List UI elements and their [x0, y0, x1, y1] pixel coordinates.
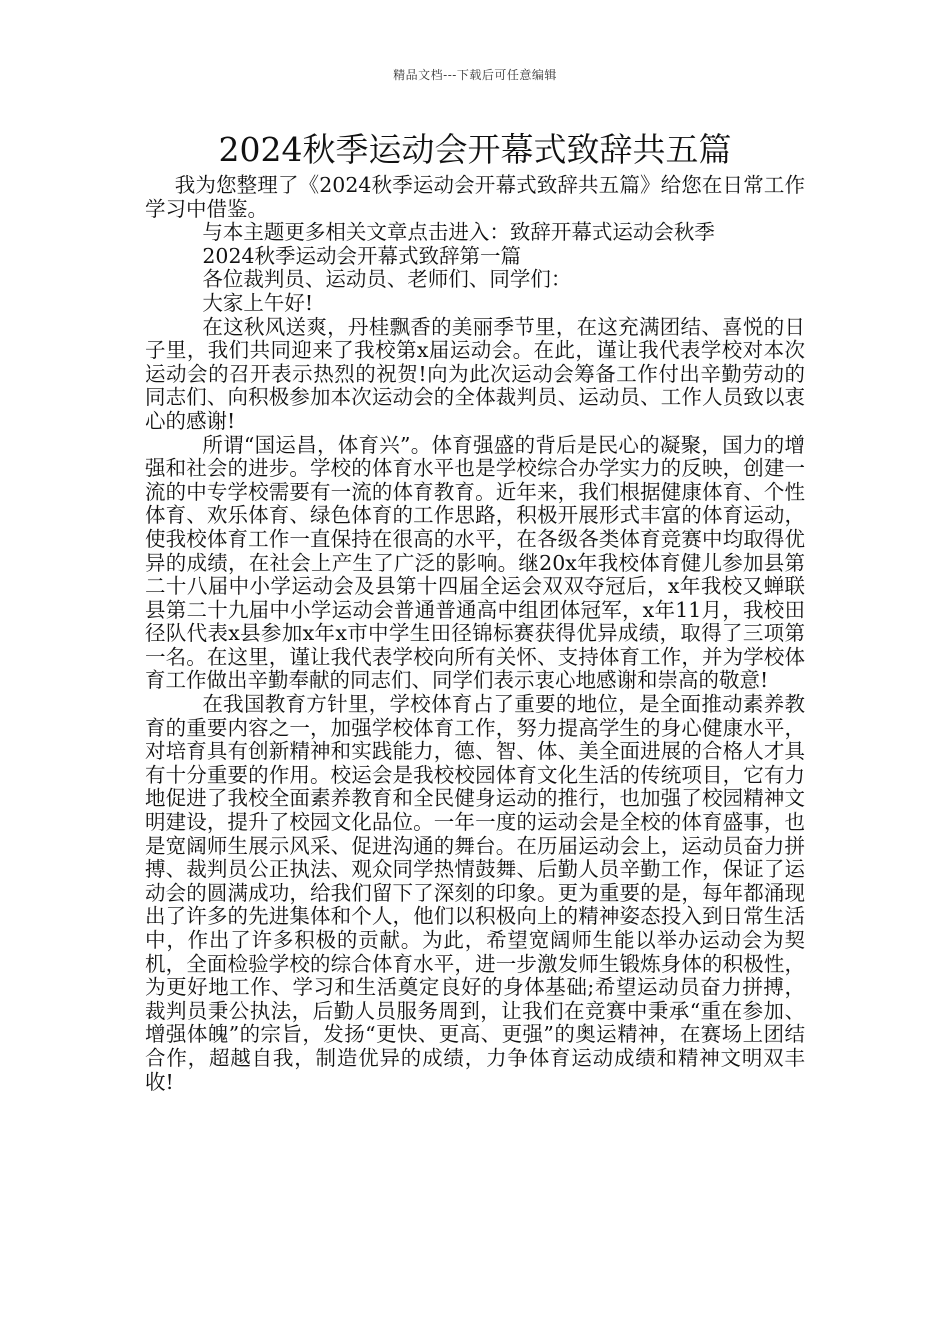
body-paragraph: 在我国教育方针里，学校体育占了重要的地位，是全面推动素养教育的重要内容之一，加强学校体育工作，努力提高学生的身心健康水平，对培育具有创新精神和实践能力，德、智、体、美全面进展的合格人才具有十分重要的作用。校运会是我校校园体育文化生活的传统项目，它有力地促进了我校全面素养教育和全民健身运动的推行，也加强了校园精神文明建设，提升了校园文化品位。一年一度的运动会是全校的体育盛事，也是宽阔师生展示风采、促进沟通的舞台。在历届运动会上，运动员奋力拼搏、裁判员公正执法、观众同学热情鼓舞、后勤人员辛勤工作，保证了运动会的圆满成功，给我们留下了深刻的印象。更为重要的是，每年都涌现出了许多的先进集体和个人，他们以积极向上的精神姿态投入到日常生活中，作出了许多积极的贡献。为此，希望宽阔师生能以举办运动会为契机，全面检验学校的综合体育水平，进一步激发师生锻炼身体的积极性，为更好地工作、学习和生活奠定良好的身体基础;希望运动员奋力拼搏，裁判员秉公执法，后勤人员服务周到，让我们在竞赛中秉承“重在参加、增强体魄”的宗旨，发扬“更快、更高、更强”的奥运精神，在赛场上团结合作，超越自我，制造优异的成绩，力争体育运动成绩和精神文明双丰收!	[145, 692, 805, 1094]
body-paragraph: 所谓“国运昌，体育兴”。体育强盛的背后是民心的凝聚，国力的增强和社会的进步。学校的体育水平也是学校综合办学实力的反映，创建一流的中专学校需要有一流的体育教育。近年来，我们根据健康体育、个性体育、欢乐体育、绿色体育的工作思路，积极开展形式丰富的体育运动，使我校体育工作一直保持在很高的水平，在各级各类体育竞赛中均取得优异的成绩，在社会上产生了广泛的影响。继20x年我校体育健儿参加县第二十八届中小学运动会及县第十四届全运会双双夺冠后，x年我校又蝉联县第二十九届中小学运动会普通普通高中组团体冠军，x年11月，我校田径队代表x县参加x年x市中学生田径锦标赛获得优异成绩，取得了三项第一名。在这里，谨让我代表学校向所有关怀、支持体育工作，并为学校体育工作做出辛勤奉献的同志们、同学们表示衷心地感谢和崇高的敬意!	[145, 432, 805, 693]
body-paragraph: 在这秋风送爽，丹桂飘香的美丽季节里，在这充满团结、喜悦的日子里，我们共同迎来了我校第x届运动会。在此，谨让我代表学校对本次运动会的召开表示热烈的祝贺!向为此次运动会筹备工作付出辛勤劳动的同志们、向积极参加本次运动会的全体裁判员、运动员、工作人员致以衷心的感谢!	[145, 314, 805, 433]
salutation: 各位裁判员、运动员、老师们、同学们：	[202, 267, 572, 292]
document-body	[145, 174, 805, 1094]
intro-paragraph: 我为您整理了《2024秋季运动会开幕式致辞共五篇》给您在日常工作学习中借鉴。	[145, 173, 805, 221]
document-title: 2024秋季运动会开幕式致辞共五篇	[218, 130, 732, 169]
related-articles-line: 与本主题更多相关文章点击进入：致辞开幕式运动会秋季	[202, 220, 715, 245]
section-heading: 2024秋季运动会开幕式致辞第一篇	[202, 243, 522, 268]
header-note: 精品文档---下载后可任意编辑	[393, 68, 557, 82]
greeting: 大家上午好!	[202, 290, 314, 315]
